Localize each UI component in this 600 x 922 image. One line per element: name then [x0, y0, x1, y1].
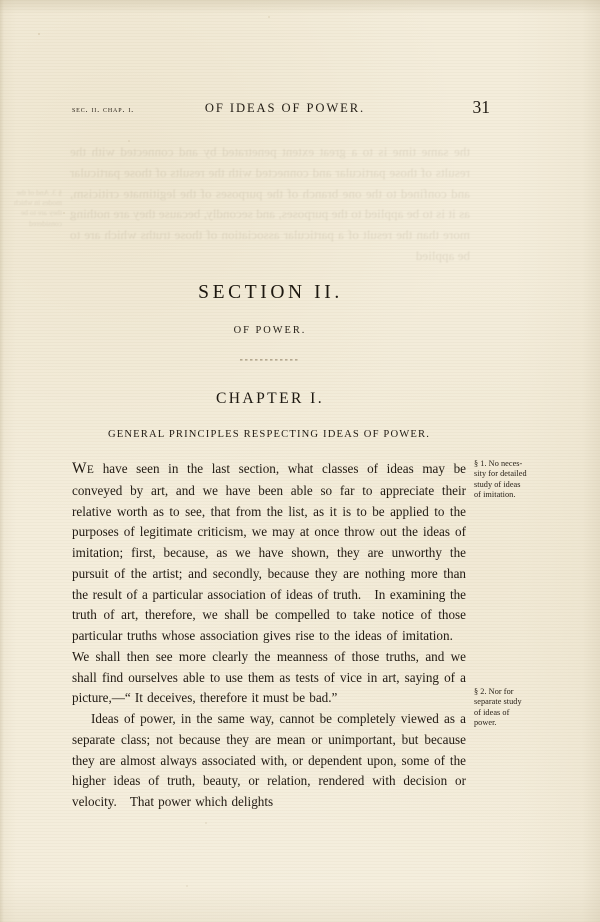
sidenote-1-line-4: of imitation. [474, 490, 516, 500]
running-head-title: OF IDEAS OF POWER. [204, 101, 366, 115]
paragraph-2-text: Ideas of power, in the same way, cannot be completely viewed as a separate class; not because they are mean or unimportant, but because they are almost always associated with, or dependent upon, some of the higher ideas of truth, beauty, or relation, rendered with decision or velocity. That power which delights [72, 711, 466, 809]
sidenote-1-line-3: study of ideas [474, 479, 521, 489]
sidenote-2-line-2: separate study [474, 697, 522, 707]
chapter-title: CHAPTER I. [215, 390, 325, 407]
paragraph-1-text: have seen in the last section, what classes of ideas may be conveyed by art, and we have been able so far to appreciate their relative worth as to see, that from the list, as it is to be applied to the purposes of legitimate criticism, we may at once throw out the ideas of imitation; first, because, as we have shown, they are unworthy the pursuit of the artist; and secondly, because they are nothing more than the result of a particular association of ideas of truth. In examining the truth of art, therefore, we shall be compelled to take notice of those particular truths whose association gives rise to the ideas of imitation. We shall then see more clearly the meanness of those truths, and we shall find ourselves able to use them as tests of vice in art, saying of a picture,—“ It deceives, therefore it must be bad.” [72, 461, 466, 706]
paper-speck [268, 16, 270, 18]
initial-capital: W [72, 460, 87, 477]
initial-smallcap: E [86, 464, 95, 476]
sidenote-1 [474, 459, 546, 501]
headings-block [72, 282, 466, 440]
running-head-left: sec. ii. chap. i. [72, 105, 135, 114]
paper-speck [186, 885, 188, 887]
body-text [72, 459, 527, 813]
section-subtitle: OF POWER. [233, 325, 307, 336]
chapter-subtitle: GENERAL PRINCIPLES RESPECTING IDEAS OF POWER. [107, 429, 431, 440]
running-head [72, 97, 490, 121]
bleed-through-paragraph: the same time is to a great extent penetrated by and connected with the results of those particular and connected with the results of those particular and confined to the one branch of the purposes of the legitimate criticism, as it is to be applied to the purposes, and secondly, because they are nothing more than the result of a particular association of those truths which are to be applied [70, 144, 470, 263]
paper-speck [63, 212, 65, 214]
paragraph-1 [72, 459, 466, 709]
section-title: SECTION II. [198, 282, 343, 303]
paper-speck [38, 33, 40, 35]
sidenote-2 [474, 687, 546, 729]
sidenote-2-line-1: § 2. Nor for [474, 687, 514, 696]
paper-speck [128, 140, 130, 142]
sidenote-2-line-4: power. [474, 718, 497, 728]
sidenote-1-line-2: sity for detailed [474, 469, 527, 479]
bleed-through-sidenote: § 3. And of the modes in which they are to be considered [13, 188, 62, 228]
page-number: 31 [472, 97, 490, 117]
sidenote-1-line-1: § 1. No neces- [474, 459, 523, 468]
paragraph-1-initial [72, 460, 94, 477]
paragraph-2 [72, 709, 466, 813]
sidenote-2-line-3: of ideas of [474, 707, 510, 717]
ornamental-rule [240, 358, 298, 362]
paper-speck [205, 822, 207, 824]
